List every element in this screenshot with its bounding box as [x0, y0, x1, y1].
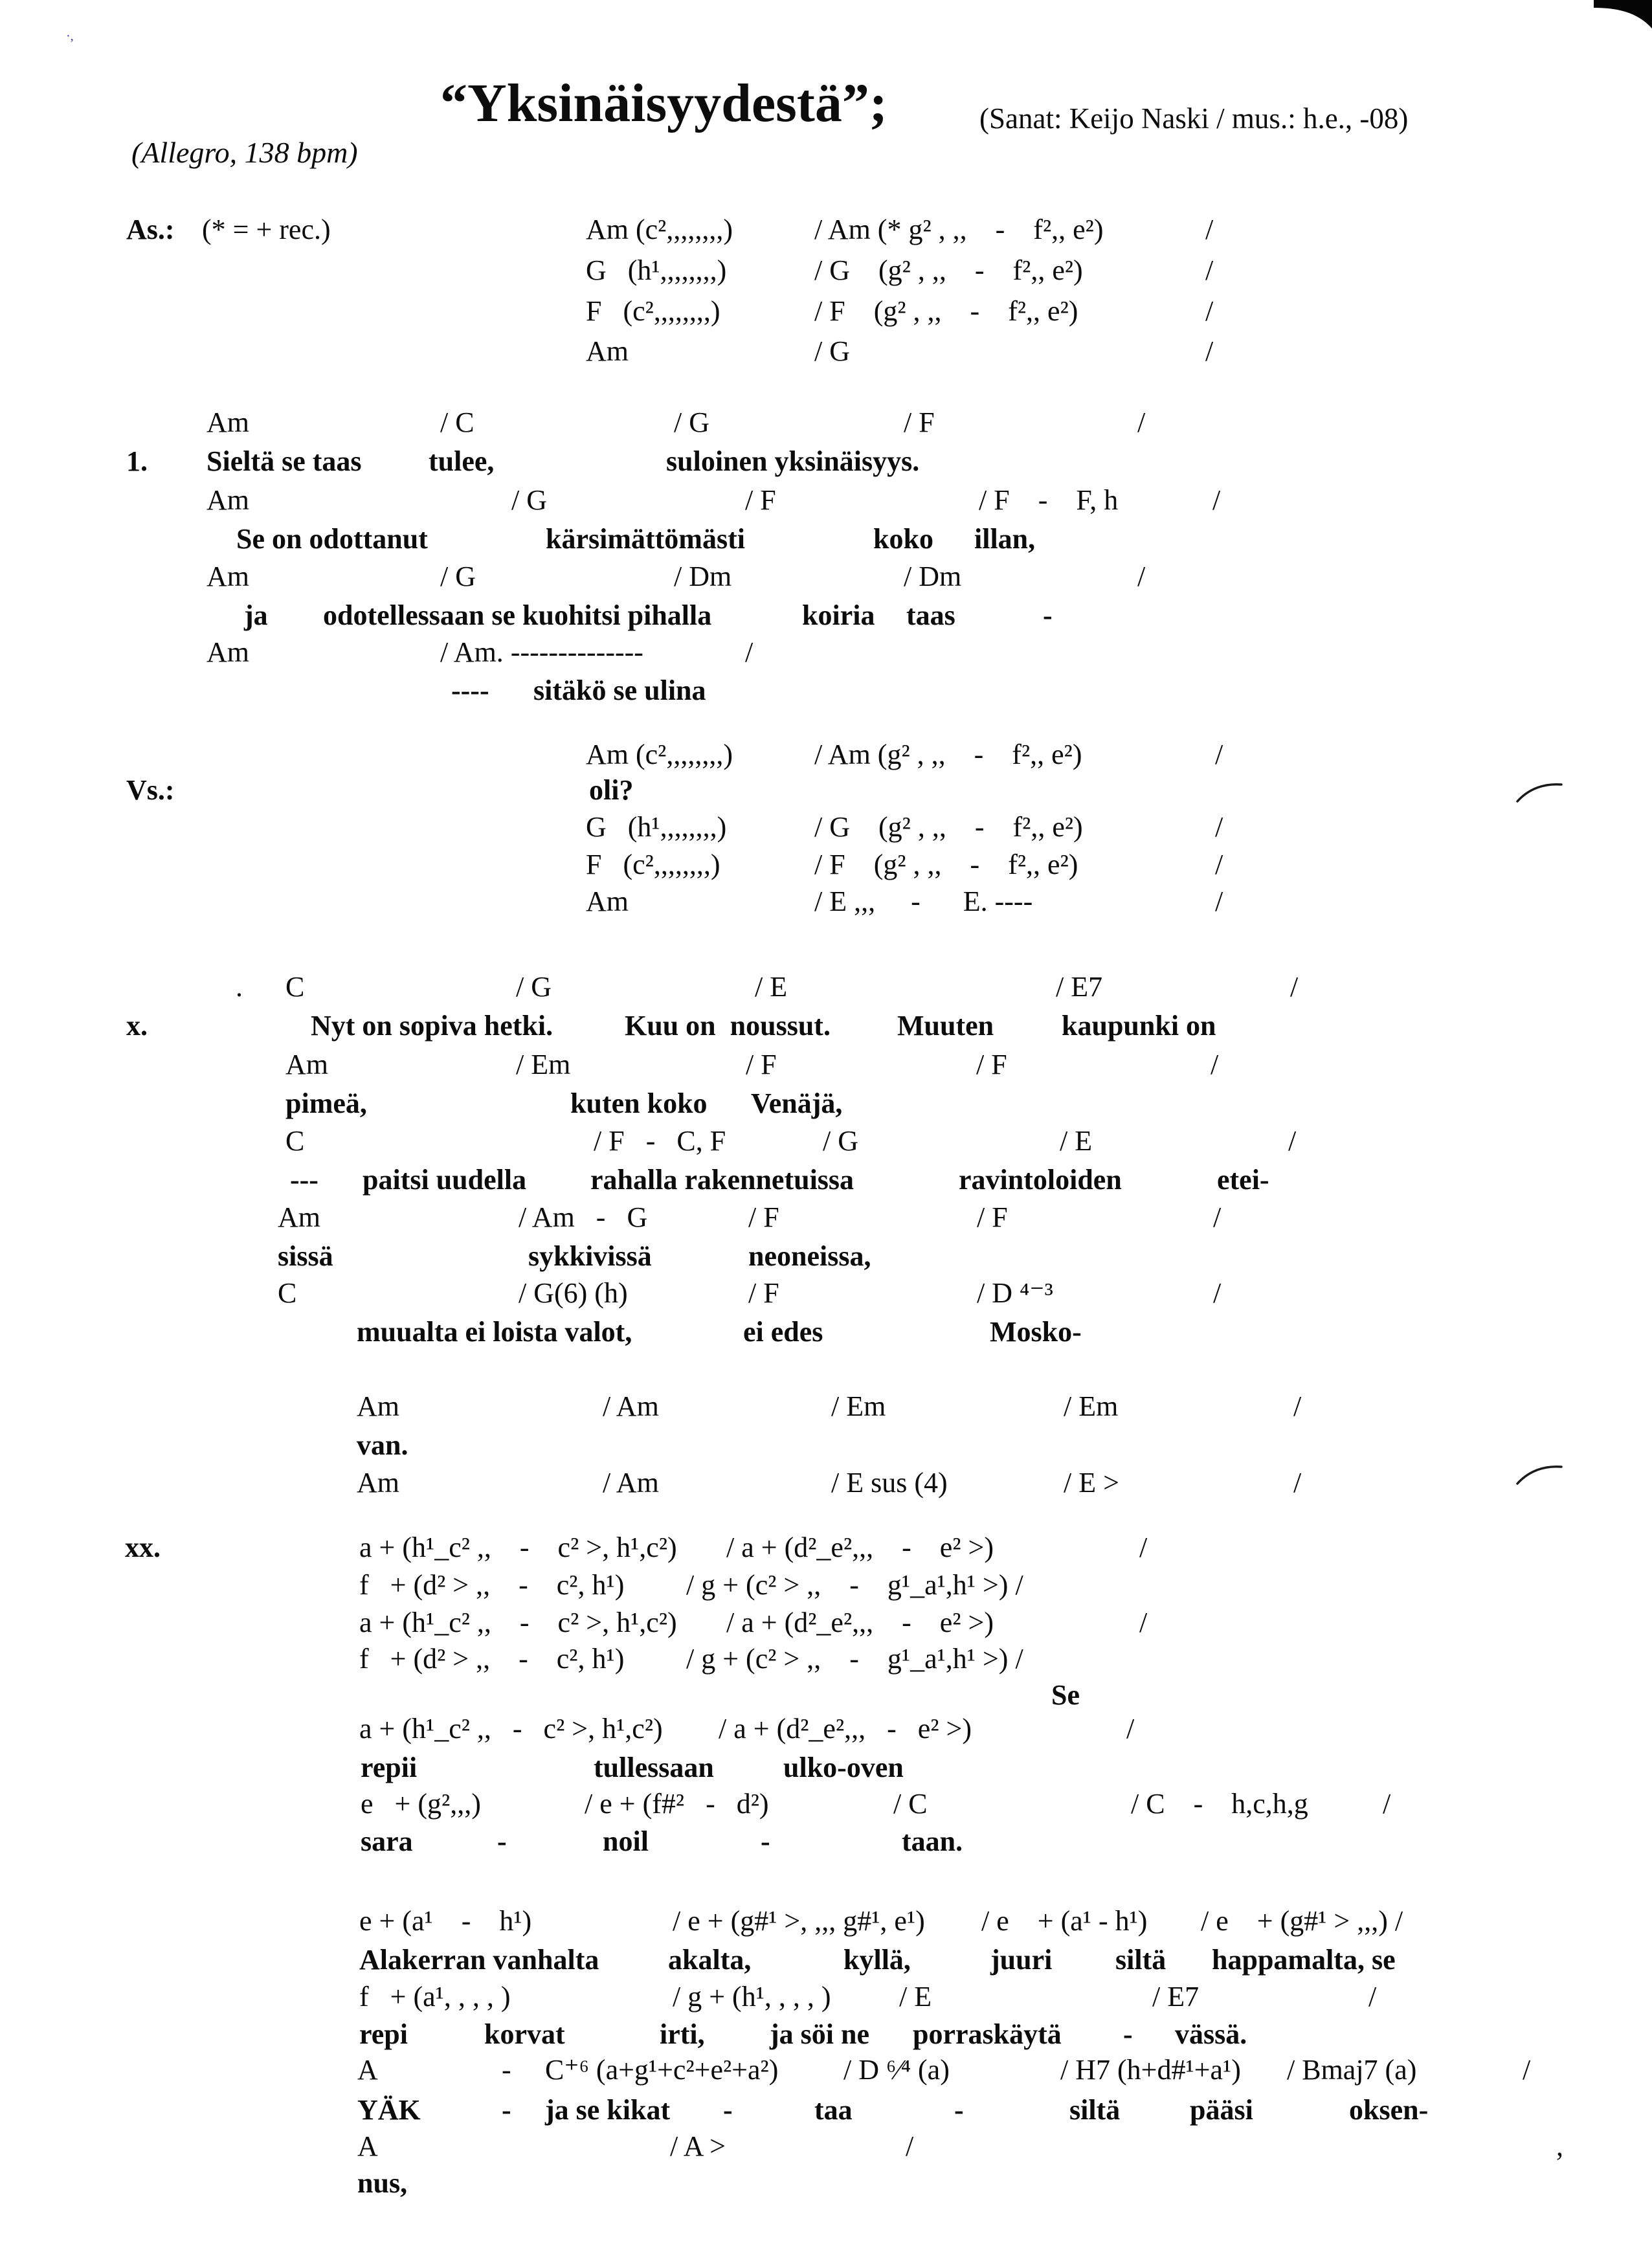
- chord-segment: / F - F, h: [979, 484, 1119, 516]
- lyric-segment: taan.: [902, 1825, 963, 1857]
- lyric-segment: kaupunki on: [1062, 1010, 1216, 1042]
- chord-segment: Am: [285, 1049, 328, 1080]
- chord-segment: / e + (g#¹ > ,,,) /: [1201, 1905, 1403, 1937]
- chord-segment: C⁺⁶ (a+g¹+c²+e²+a²): [545, 2054, 779, 2086]
- chord-segment: / E7: [1152, 1981, 1200, 2012]
- chord-segment: e + (g²,,,): [361, 1788, 481, 1820]
- chord-segment: Am: [206, 561, 249, 592]
- lyric-segment: ei edes: [743, 1316, 823, 1348]
- chord-segment: a + (h¹_c² ,, - c² >, h¹,c²): [359, 1532, 677, 1563]
- chord-segment: / G: [440, 561, 476, 592]
- chord-segment: / D ⁴⁻³: [977, 1277, 1053, 1309]
- section-label: As.:: [126, 214, 175, 245]
- lyric-segment: ----: [451, 674, 489, 706]
- chord-segment: G (h¹,,,,,,,,): [586, 811, 727, 843]
- chord-segment: / C - h,c,h,g: [1131, 1788, 1308, 1820]
- credit: (Sanat: Keijo Naski / mus.: h.e., -08): [979, 102, 1409, 135]
- chord-segment: / F: [746, 1049, 777, 1080]
- chord-segment: f + (a¹, , , , ): [359, 1981, 511, 2012]
- lyric-segment: taas: [906, 599, 955, 631]
- chord-segment: / g + (c² > ,, - g¹_a¹,h¹ >) /: [686, 1643, 1023, 1675]
- blue-pen-mark: ·,: [66, 29, 74, 43]
- lyric-segment: siltä: [1115, 1944, 1166, 1976]
- lyric-segment: Kuu on noussut.: [625, 1010, 831, 1042]
- lyric-segment: oli?: [589, 774, 634, 806]
- chord-segment: / Am. --------------: [440, 636, 643, 668]
- lyric-segment: taa: [814, 2094, 853, 2126]
- chord-segment: / Am - G: [519, 1201, 648, 1233]
- lyric-segment: ravintoloiden: [959, 1164, 1122, 1196]
- chord-segment: Am: [586, 335, 629, 367]
- chord-segment: (* = + rec.): [202, 214, 331, 245]
- lyric-segment: Se: [1051, 1679, 1080, 1711]
- lyric-segment: tulee,: [429, 445, 495, 477]
- chord-segment: Am: [206, 407, 249, 438]
- chord-segment: /: [1137, 407, 1146, 438]
- lyric-segment: koiria: [802, 599, 875, 631]
- chord-segment: a + (h¹_c² ,, - c² >, h¹,c²): [359, 1607, 677, 1638]
- lyric-segment: oksen-: [1349, 2094, 1429, 2126]
- chord-segment: / A >: [670, 2130, 726, 2162]
- chord-segment: / F - C, F: [594, 1125, 726, 1157]
- chord-segment: /: [1290, 971, 1299, 1003]
- chord-segment: /: [1368, 1981, 1377, 2012]
- chord-segment: / E: [899, 1981, 932, 2012]
- lyric-segment: repii: [361, 1752, 418, 1783]
- lyric-segment: kuten koko: [570, 1087, 708, 1119]
- chord-segment: / G: [823, 1125, 858, 1157]
- chord-segment: /: [1205, 335, 1214, 367]
- chord-segment: a + (h¹_c² ,, - c² >, h¹,c²): [359, 1713, 663, 1745]
- chord-segment: Am (c²,,,,,,,,): [586, 214, 733, 245]
- chord-segment: /: [1215, 849, 1223, 880]
- chord-segment: /: [1383, 1788, 1391, 1820]
- chord-segment: /: [1212, 484, 1221, 516]
- chord-segment: /: [1523, 2054, 1531, 2086]
- scan-artifact-curve-upper: [1516, 779, 1563, 807]
- chord-segment: / Em: [516, 1049, 571, 1080]
- chord-segment: f + (d² > ,, - c², h¹): [359, 1569, 625, 1601]
- lyric-segment: Nyt on sopiva hetki.: [311, 1010, 553, 1042]
- lyric-segment: YÄK: [357, 2094, 421, 2126]
- lyric-segment: ja se kikat: [545, 2094, 671, 2126]
- chord-segment: / E7: [1056, 971, 1103, 1003]
- chord-segment: Am: [357, 1467, 399, 1499]
- chord-segment: / G(6) (h): [519, 1277, 628, 1309]
- lyric-segment: sykkivissä: [528, 1240, 652, 1272]
- lyric-segment: ulko-oven: [783, 1752, 904, 1783]
- lyric-segment: Mosko-: [990, 1316, 1082, 1348]
- chord-segment: /: [1211, 1049, 1219, 1080]
- chord-segment: C: [285, 1125, 305, 1157]
- lyric-segment: repi: [359, 2018, 408, 2050]
- chord-segment: Am (c²,,,,,,,,): [586, 739, 733, 770]
- chord-segment: / F (g² , ,, - f²,, e²): [814, 295, 1078, 327]
- lyric-segment: ---: [290, 1164, 318, 1196]
- chord-segment: /: [1215, 739, 1223, 770]
- chord-segment: / F: [748, 1277, 779, 1309]
- chord-segment: Am: [206, 636, 249, 668]
- chord-segment: /: [1139, 1607, 1148, 1638]
- chord-segment: / G: [511, 484, 547, 516]
- chord-segment: /: [1205, 254, 1214, 286]
- lyric-segment: korvat: [484, 2018, 565, 2050]
- verse-number: 1.: [126, 445, 148, 477]
- chord-segment: / Am: [603, 1467, 659, 1499]
- chord-segment: /: [1215, 811, 1223, 843]
- chord-segment: e + (a¹ - h¹): [359, 1905, 532, 1937]
- lyric-segment: suloinen yksinäisyys.: [666, 445, 920, 477]
- lyric-segment: ja söi ne: [770, 2018, 869, 2050]
- lyric-segment: Alakerran vanhalta: [359, 1944, 599, 1976]
- lyric-segment: kärsimättömästi: [546, 523, 745, 555]
- lyric-segment: tullessaan: [594, 1752, 714, 1783]
- chord-segment: f + (d² > ,, - c², h¹): [359, 1643, 625, 1675]
- stray-comma-mark: ,: [1556, 2130, 1563, 2162]
- chord-segment: / F: [976, 1049, 1007, 1080]
- lyric-segment: -: [723, 2094, 733, 2126]
- chord-segment: /: [1126, 1713, 1135, 1745]
- chord-segment: /: [1288, 1125, 1297, 1157]
- chord-segment: F (c²,,,,,,,,): [586, 849, 720, 880]
- page-title: “Yksinäisyydestä”;: [440, 73, 887, 133]
- section-label: x.: [126, 1010, 148, 1042]
- lyric-segment: illan,: [974, 523, 1036, 555]
- lyric-segment: pimeä,: [285, 1087, 367, 1119]
- chord-segment: / F: [977, 1201, 1008, 1233]
- lyric-segment: muualta ei loista valot,: [357, 1316, 632, 1348]
- chord-segment: /: [1139, 1532, 1148, 1563]
- lyric-segment: odotellessaan se kuohitsi pihalla: [323, 599, 712, 631]
- chord-segment: / G: [814, 335, 850, 367]
- lyric-segment: Venäjä,: [751, 1087, 843, 1119]
- chord-segment: C: [285, 971, 305, 1003]
- chord-segment: / G: [516, 971, 552, 1003]
- chord-segment: /: [1215, 886, 1223, 917]
- chord-segment: / E >: [1064, 1467, 1119, 1499]
- lyric-segment: Se on odottanut: [236, 523, 428, 555]
- chord-segment: / G (g² , ,, - f²,, e²): [814, 254, 1083, 286]
- chord-segment: /: [745, 636, 753, 668]
- chord-segment: / Am (* g² , ,, - f²,, e²): [814, 214, 1104, 245]
- chord-segment: / C: [440, 407, 474, 438]
- chord-segment: / H7 (h+d#¹+a¹): [1060, 2054, 1241, 2086]
- chord-segment: / e + (a¹ - h¹): [981, 1905, 1148, 1937]
- chord-segment: / D ⁶⁄⁴ (a): [843, 2054, 950, 2086]
- lyric-segment: siltä: [1069, 2094, 1121, 2126]
- chord-segment: / E: [755, 971, 788, 1003]
- chord-segment: / Dm: [674, 561, 732, 592]
- lyric-segment: happamalta, se: [1212, 1944, 1396, 1976]
- chord-segment: Am: [357, 1390, 399, 1422]
- lyric-segment: ja: [244, 599, 268, 631]
- section-label: Vs.:: [126, 774, 175, 806]
- chord-segment: Am: [206, 484, 249, 516]
- chord-segment: /: [1213, 1277, 1222, 1309]
- lyric-segment: juuri: [990, 1944, 1053, 1976]
- chord-segment: / a + (d²_e²,,, - e² >): [726, 1532, 994, 1563]
- lyric-segment: sissä: [278, 1240, 333, 1272]
- chord-segment: / Em: [1064, 1390, 1119, 1422]
- chord-segment: / F: [904, 407, 935, 438]
- lyric-segment: -: [502, 2094, 511, 2126]
- chord-segment: /: [1205, 214, 1214, 245]
- lyric-segment: neoneissa,: [748, 1240, 871, 1272]
- lyric-segment: -: [954, 2094, 964, 2126]
- lyric-segment: -: [761, 1825, 770, 1857]
- chord-segment: / F (g² , ,, - f²,, e²): [814, 849, 1078, 880]
- chord-segment: / F: [745, 484, 776, 516]
- lyric-segment: -: [497, 1825, 507, 1857]
- lyric-segment: -: [1123, 2018, 1133, 2050]
- lyric-segment: Muuten: [897, 1010, 994, 1042]
- scan-artifact-curve-lower: [1516, 1462, 1563, 1489]
- chord-segment: /: [1213, 1201, 1222, 1233]
- chord-segment: / Dm: [904, 561, 962, 592]
- lyric-segment: -: [1043, 599, 1053, 631]
- chord-segment: / G: [674, 407, 709, 438]
- lyric-segment: van.: [357, 1429, 408, 1461]
- stray-dot-mark: .: [236, 971, 243, 1003]
- chord-segment: Am: [278, 1201, 320, 1233]
- chord-segment: / G (g² , ,, - f²,, e²): [814, 811, 1083, 843]
- lyric-segment: etei-: [1217, 1164, 1269, 1196]
- lyric-segment: paitsi uudella: [363, 1164, 527, 1196]
- chord-segment: / C: [893, 1788, 928, 1820]
- lyric-segment: Sieltä se taas: [206, 445, 362, 477]
- lyric-segment: porraskäytä: [913, 2018, 1062, 2050]
- section-label: xx.: [125, 1532, 161, 1563]
- lyric-segment: nus,: [357, 2167, 408, 2199]
- chord-segment: / Bmaj7 (a): [1287, 2054, 1417, 2086]
- chord-segment: / g + (h¹, , , , ): [673, 1981, 831, 2012]
- chord-segment: / g + (c² > ,, - g¹_a¹,h¹ >) /: [686, 1569, 1023, 1601]
- chord-segment: /: [1205, 295, 1214, 327]
- chord-segment: / E sus (4): [831, 1467, 948, 1499]
- lyric-segment: sara: [361, 1825, 413, 1857]
- chord-segment: C: [278, 1277, 297, 1309]
- lyric-segment: akalta,: [668, 1944, 752, 1976]
- chord-segment: / e + (g#¹ >, ,,, g#¹, e¹): [673, 1905, 925, 1937]
- chord-segment: Am: [586, 886, 629, 917]
- lyric-segment: vässä.: [1175, 2018, 1247, 2050]
- chord-segment: / a + (d²_e²,,, - e² >): [726, 1607, 994, 1638]
- scan-artifact-corner: [1594, 0, 1652, 31]
- lyric-segment: noil: [603, 1825, 649, 1857]
- chord-segment: / a + (d²_e²,,, - e² >): [719, 1713, 972, 1745]
- tempo-marking: (Allegro, 138 bpm): [131, 136, 358, 169]
- lyric-segment: rahalla rakennetuissa: [590, 1164, 854, 1196]
- chord-segment: /: [906, 2130, 914, 2162]
- chord-segment: G (h¹,,,,,,,,): [586, 254, 727, 286]
- chord-segment: / E ,,, - E. ----: [814, 886, 1033, 917]
- lyric-segment: koko: [873, 523, 933, 555]
- chord-segment: / e + (f#² - d²): [585, 1788, 769, 1820]
- chord-segment: /: [1137, 561, 1146, 592]
- lyric-segment: pääsi: [1190, 2094, 1253, 2126]
- lyric-segment: irti,: [660, 2018, 705, 2050]
- lyric-segment: kyllä,: [843, 1944, 911, 1976]
- chord-segment: / Am: [603, 1390, 659, 1422]
- chord-segment: /: [1293, 1390, 1302, 1422]
- chord-segment: F (c²,,,,,,,,): [586, 295, 720, 327]
- chord-segment: -: [502, 2054, 511, 2086]
- chord-segment: / Am (g² , ,, - f²,, e²): [814, 739, 1082, 770]
- lyric-segment: sitäkö se ulina: [533, 674, 706, 706]
- chord-segment: A: [357, 2130, 378, 2162]
- chord-segment: / F: [748, 1201, 779, 1233]
- chord-segment: / E: [1060, 1125, 1093, 1157]
- chord-segment: / Em: [831, 1390, 886, 1422]
- chord-segment: /: [1293, 1467, 1302, 1499]
- chord-segment: A: [357, 2054, 378, 2086]
